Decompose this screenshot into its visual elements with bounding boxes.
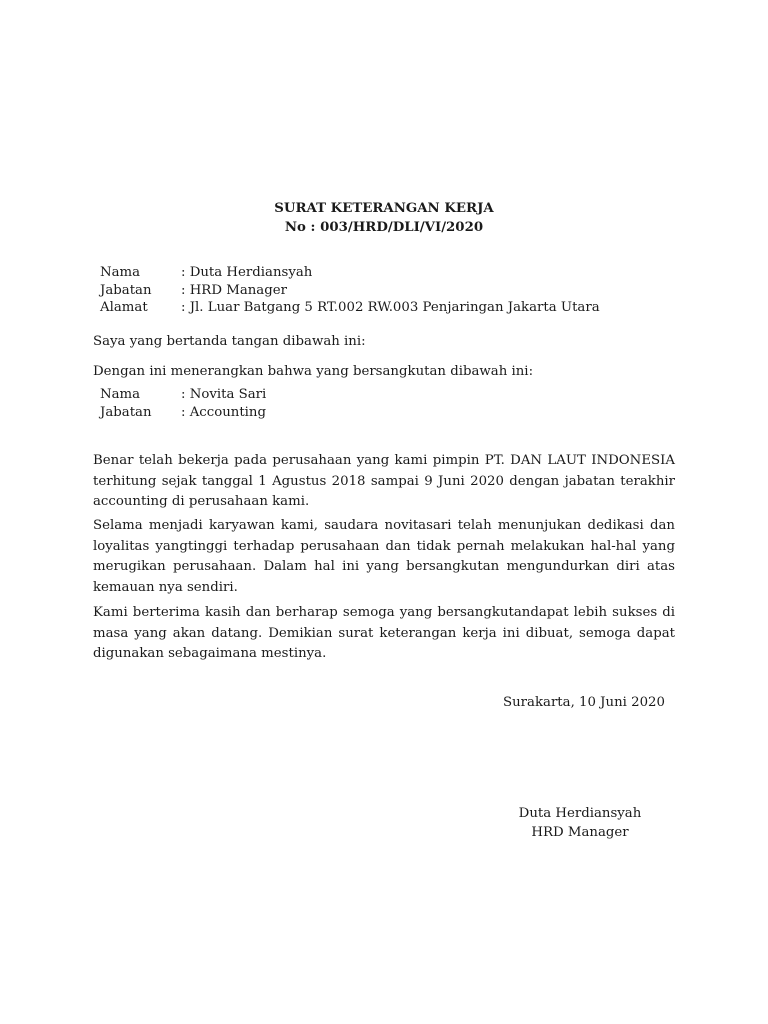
signer-address-value: : Jl. Luar Batgang 5 RT.002 RW.003 Penjaringan Jakarta Utara [181, 300, 600, 315]
employee-position-value: : Accounting [181, 404, 267, 420]
employee-details [100, 386, 700, 421]
signature-name: Duta Herdiansyah [518, 806, 642, 821]
signature-title: HRD Manager [531, 825, 629, 840]
paragraph-dedication: Selama menjadi karyawan kami, saudara novitasari telah menunjukan dedikasi dan loyalitas yangtinggi terhadap perusahaan dan tidak pernah melakukan hal-hal yang merugikan perusahaan. Dalam hal ini yang bersangkutan mengundurkan diri atas kemauan nya sendiri. [93, 518, 675, 596]
paragraph-closing: Kami berterima kasih dan berharap semoga yang bersangkutandapat lebih sukses di masa yang akan datang. Demikian surat keterangan kerja ini dibuat, semoga dapat digunakan sebagaimana mestinya. [93, 605, 675, 662]
signer-position-row [100, 282, 700, 300]
letter-title: SURAT KETERANGAN KERJA [274, 201, 494, 216]
signature-block [500, 804, 660, 842]
paragraph-employment: Benar telah bekerja pada perusahaan yang kami pimpin PT. DAN LAUT INDONESIA terhitung sejak tanggal 1 Agustus 2018 sampai 9 Juni 2020 dengan jabatan terakhir accounting di perusahaan kami. [93, 453, 675, 510]
place-date: Surakarta, 10 Juni 2020 [503, 695, 665, 710]
signer-name-row [100, 264, 700, 282]
intro-employee-text: Dengan ini menerangkan bahwa yang bersangkutan dibawah ini: [93, 364, 534, 379]
signer-details [100, 264, 700, 317]
signer-position-label: Jabatan [100, 282, 152, 298]
employee-name-row [100, 386, 700, 404]
employee-name-label: Nama [100, 387, 141, 402]
intro-signer-text: Saya yang bertanda tangan dibawah ini: [93, 334, 366, 349]
letter-number: No : 003/HRD/DLI/VI/2020 [284, 220, 484, 235]
employee-position-label: Jabatan [100, 404, 152, 420]
signer-address-row [100, 299, 700, 317]
signer-position-value: : HRD Manager [181, 282, 287, 298]
employee-position-row [100, 404, 700, 422]
signer-name-value: : Duta Herdiansyah [181, 265, 313, 280]
employee-name-value: : Novita Sari [181, 387, 267, 402]
signer-name-label: Nama [100, 265, 141, 280]
signer-address-label: Alamat [100, 300, 148, 315]
